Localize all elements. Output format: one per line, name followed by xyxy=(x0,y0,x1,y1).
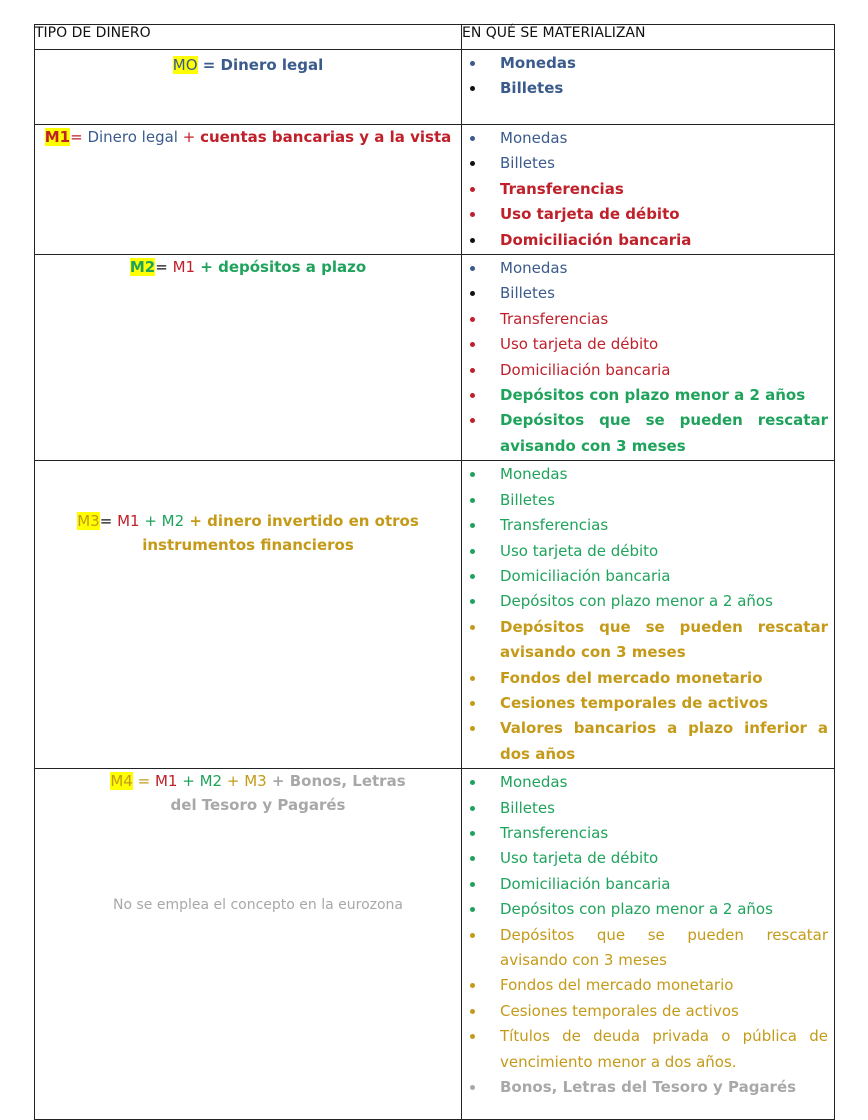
list-item: Fondos del mercado monetario xyxy=(500,973,828,998)
m1-formula-part: = xyxy=(70,128,88,146)
m4-formula-part: M1 xyxy=(154,772,178,791)
row-m2 xyxy=(35,255,835,461)
m1-definition-cell xyxy=(35,125,462,255)
m0-formula-part: = Dinero legal xyxy=(197,56,324,74)
m1-items-list xyxy=(462,125,834,254)
m3-definition-cell xyxy=(35,461,462,769)
list-item: Billetes xyxy=(500,281,828,306)
list-item: Bonos, Letras del Tesoro y Pagarés xyxy=(500,1075,828,1100)
header-en-que-se-materializan: EN QUÉ SE MATERIALIZAN xyxy=(462,25,835,50)
list-item: Domiciliación bancaria xyxy=(500,358,828,383)
m3-formula-part: + dinero invertido en otros instrumentos financieros xyxy=(142,512,419,555)
list-item: Domiciliación bancaria xyxy=(500,872,828,897)
list-item: Uso tarjeta de débito xyxy=(500,202,828,227)
header-row xyxy=(35,25,835,50)
m0-definition-cell xyxy=(35,50,462,125)
money-types-table xyxy=(34,24,835,1120)
row-m4 xyxy=(35,769,835,1120)
m1-formula-part: cuentas bancarias y a la vista xyxy=(200,128,452,146)
m4-formula-part: + xyxy=(222,772,245,791)
list-item: Billetes xyxy=(500,76,828,101)
m4-eurozone-note: No se emplea el concepto en la eurozona xyxy=(112,897,404,914)
m4-formula-part: M2 xyxy=(199,772,223,791)
list-item: Fondos del mercado monetario xyxy=(500,666,828,691)
list-item: Monedas xyxy=(500,51,828,76)
list-item: Uso tarjeta de débito xyxy=(500,846,828,871)
list-item: Depósitos con plazo menor a 2 años xyxy=(500,589,828,614)
list-item: Títulos de deuda privada o pública de vencimiento menor a dos años. xyxy=(500,1024,828,1075)
list-item: Billetes xyxy=(500,488,828,513)
m4-formula-part: M3 xyxy=(244,772,267,791)
m0-formula xyxy=(35,53,461,77)
list-item: Monedas xyxy=(500,256,828,281)
m0-items-list xyxy=(462,50,834,103)
m1-label: M1 xyxy=(44,128,71,146)
m3-items-cell xyxy=(462,461,835,769)
list-item: Billetes xyxy=(500,796,828,821)
list-item: Transferencias xyxy=(500,821,828,846)
list-item: Domiciliación bancaria xyxy=(500,228,828,253)
list-item: Depósitos que se pueden rescatar avisando con 3 meses xyxy=(500,615,828,666)
list-item: Monedas xyxy=(500,126,828,151)
row-m1 xyxy=(35,125,835,255)
list-item: Uso tarjeta de débito xyxy=(500,539,828,564)
list-item: Cesiones temporales de activos xyxy=(500,691,828,716)
row-m0 xyxy=(35,50,835,125)
m3-label: M3 xyxy=(77,512,100,531)
m3-formula-part: = xyxy=(99,512,118,531)
m1-items-cell xyxy=(462,125,835,255)
m4-formula xyxy=(95,769,421,817)
m2-formula-part: M1 xyxy=(172,258,196,277)
m2-formula-part: + depósitos a plazo xyxy=(195,258,367,277)
list-item: Billetes xyxy=(500,151,828,176)
list-item: Valores bancarios a plazo inferior a dos años xyxy=(500,716,828,767)
list-item: Depósitos con plazo menor a 2 años xyxy=(500,897,828,922)
list-item: Depósitos que se pueden rescatar avisando con 3 meses xyxy=(500,923,828,974)
m3-formula-part: + xyxy=(139,512,162,531)
m3-formula xyxy=(75,509,421,557)
list-item: Monedas xyxy=(500,770,828,795)
list-item: Cesiones temporales de activos xyxy=(500,999,828,1024)
m2-label: M2 xyxy=(129,258,156,277)
m3-items-list xyxy=(462,461,834,768)
m4-definition-cell xyxy=(35,769,462,1120)
m1-formula xyxy=(35,125,461,149)
m4-items-list xyxy=(462,769,834,1101)
row-m3 xyxy=(35,461,835,769)
list-item: Uso tarjeta de débito xyxy=(500,332,828,357)
list-item: Depósitos que se pueden rescatar avisando con 3 meses xyxy=(500,408,828,459)
m2-items-cell xyxy=(462,255,835,461)
m4-formula-part: + xyxy=(177,772,200,791)
m3-formula-part: M1 xyxy=(117,512,140,531)
list-item: Transferencias xyxy=(500,513,828,538)
list-item: Depósitos con plazo menor a 2 años xyxy=(500,383,828,408)
m2-items-list xyxy=(462,255,834,460)
m3-formula-part: M2 xyxy=(161,512,185,531)
list-item: Transferencias xyxy=(500,307,828,332)
m4-formula-part: + Bonos, Letras del Tesoro y Pagarés xyxy=(170,772,406,815)
m2-definition-cell xyxy=(35,255,462,461)
m4-formula-part: = xyxy=(132,772,155,791)
m1-formula-part: Dinero legal xyxy=(87,128,178,146)
m4-items-cell xyxy=(462,769,835,1120)
header-tipo-de-dinero: TIPO DE DINERO xyxy=(35,25,462,50)
m4-label: M4 xyxy=(110,772,133,791)
m2-formula-part: = xyxy=(155,258,173,277)
list-item: Transferencias xyxy=(500,177,828,202)
list-item: Domiciliación bancaria xyxy=(500,564,828,589)
m0-items-cell xyxy=(462,50,835,125)
list-item: Monedas xyxy=(500,462,828,487)
m1-formula-part: + xyxy=(177,128,201,146)
m2-formula xyxy=(35,255,461,279)
m0-label: MO xyxy=(172,56,198,74)
